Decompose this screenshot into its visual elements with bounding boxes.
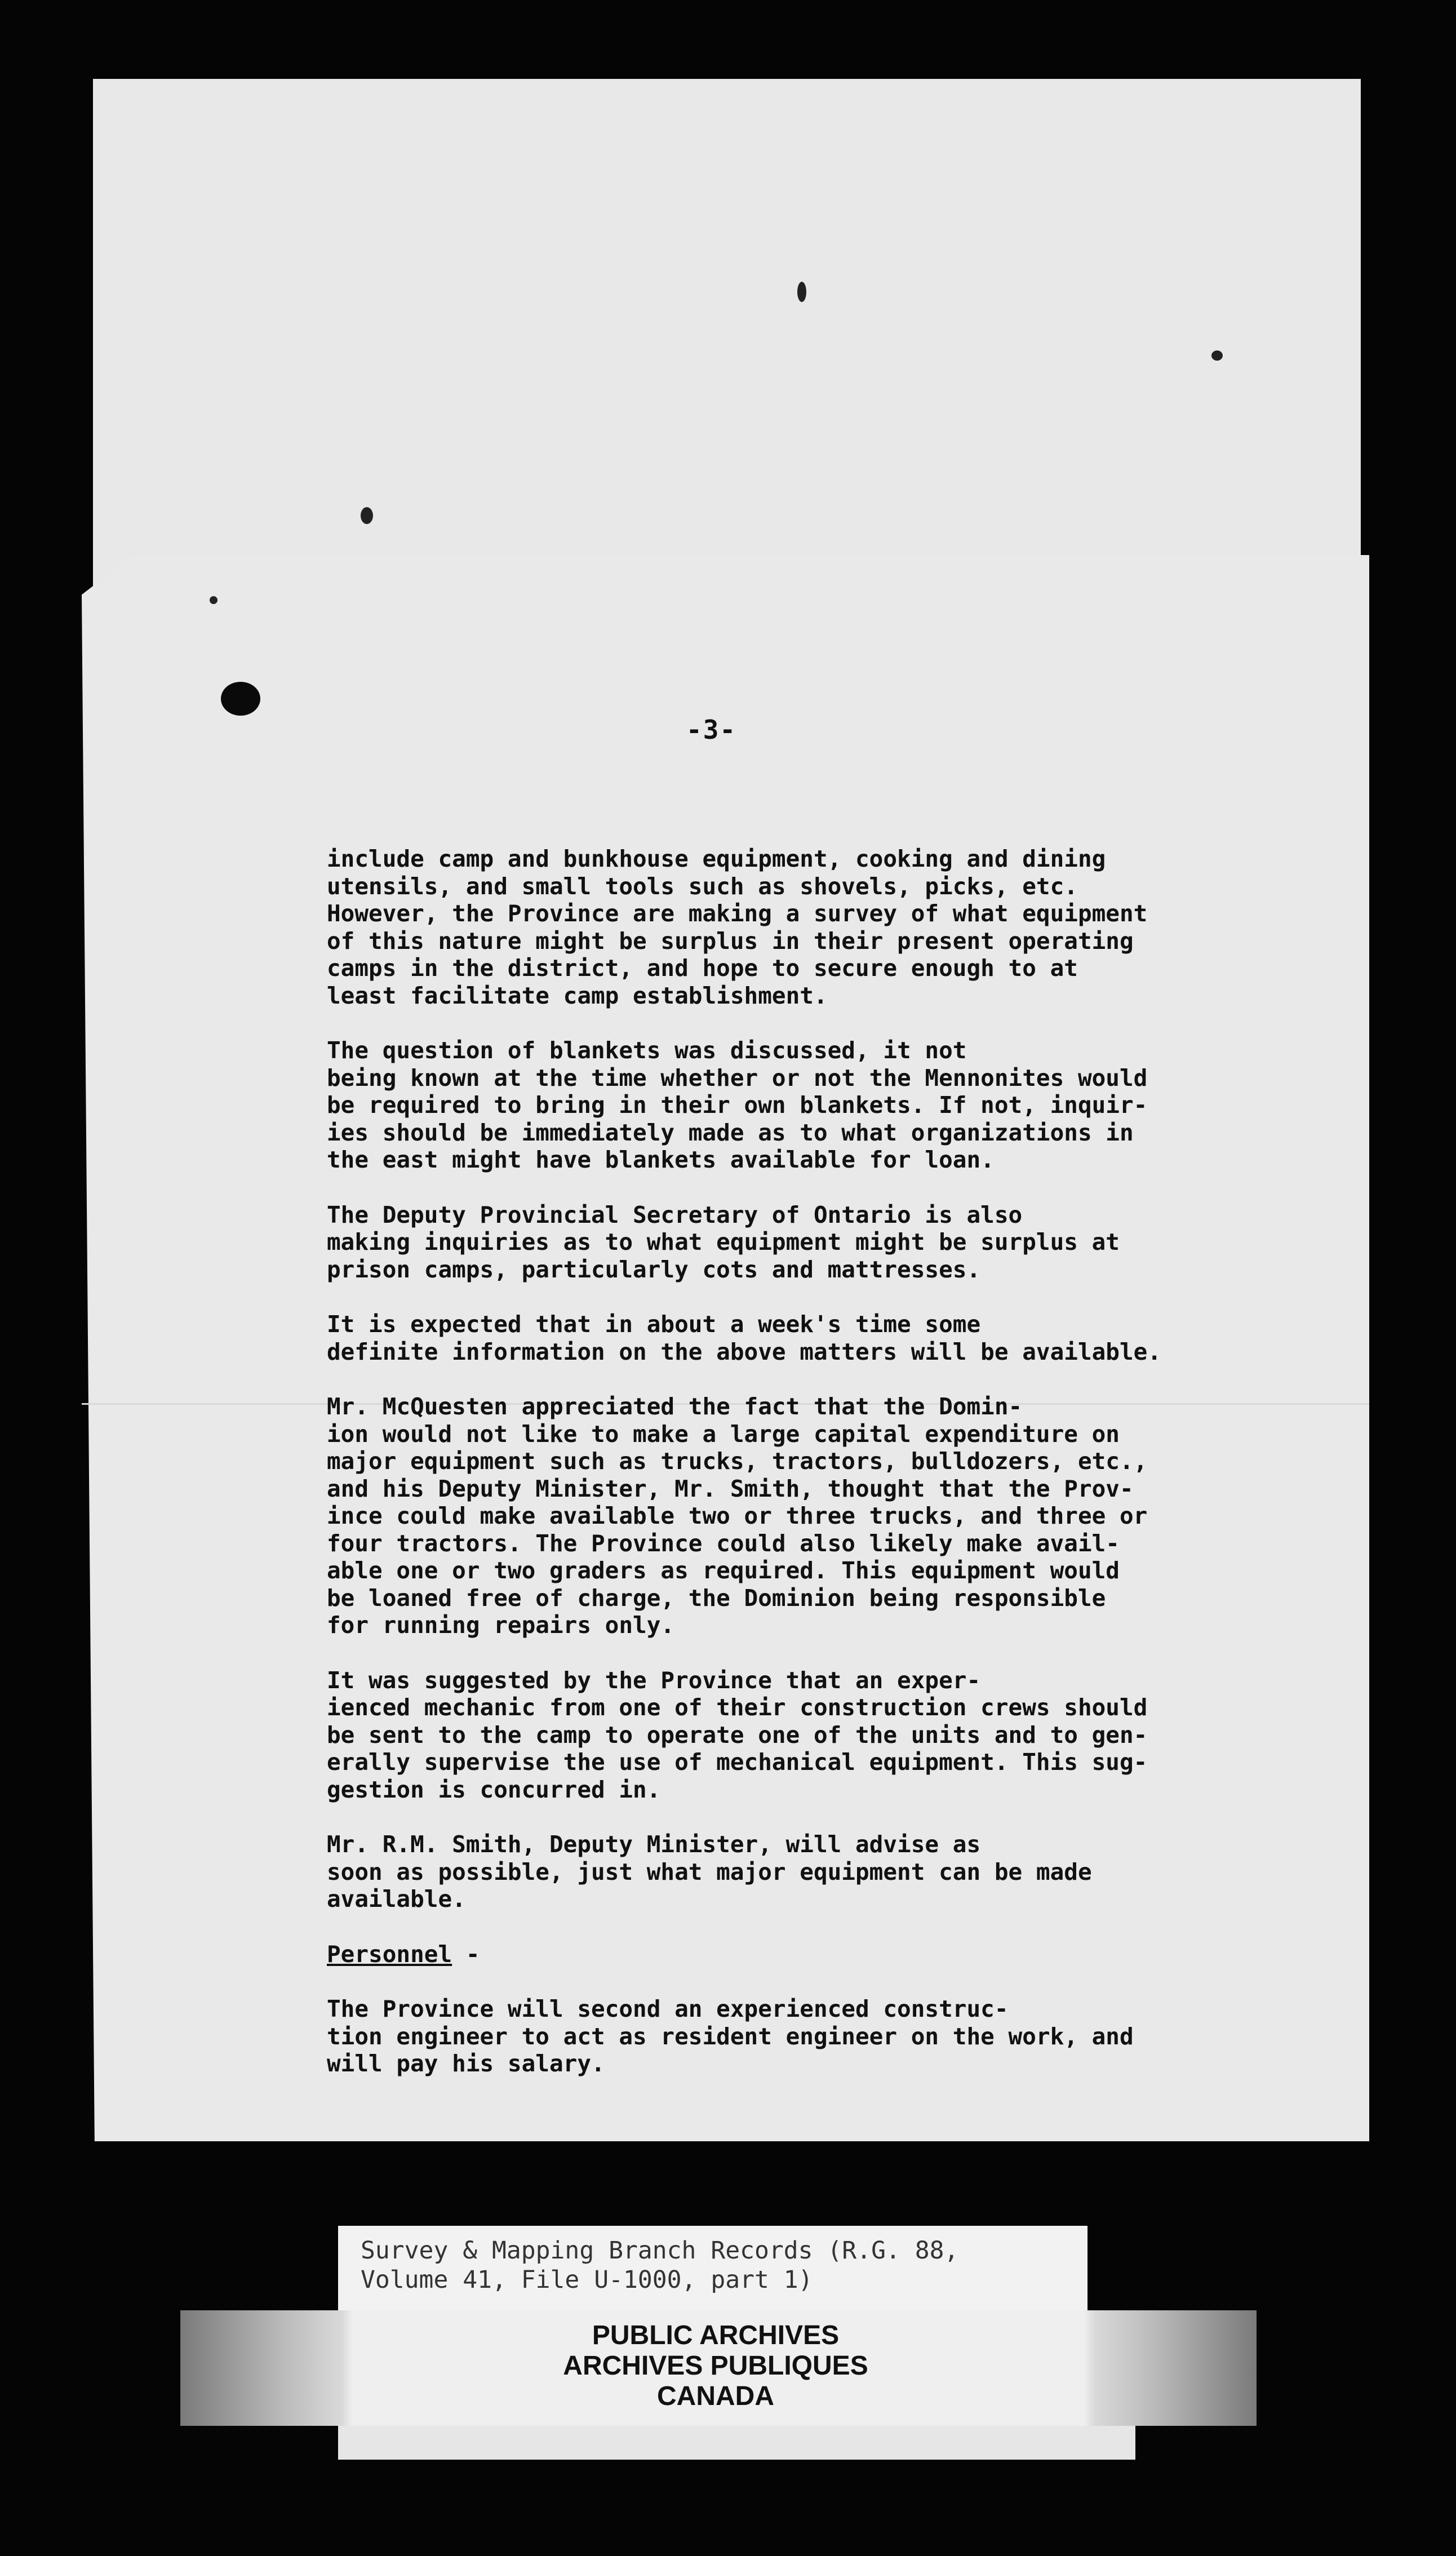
section-heading: Personnel — [327, 1940, 452, 1968]
paragraph: Mr. R.M. Smith, Deputy Minister, will advise as soon as possible, just what major equipment can be made available. — [327, 1831, 1092, 1912]
speck-mark — [210, 596, 217, 604]
speck-mark — [1211, 350, 1223, 361]
label-bottom-strip — [338, 2426, 1135, 2460]
archives-stamp — [338, 2320, 1093, 2412]
paragraph: The Deputy Provincial Secretary of Ontario is also making inquiries as to what equipment might be surplus at prison camps, particularly cots and mattresses. — [327, 1201, 1120, 1283]
stamp-line-1: PUBLIC ARCHIVES — [592, 2320, 840, 2350]
punch-hole — [221, 682, 260, 716]
section-heading-line — [327, 1941, 1296, 1968]
final-paragraph: The Province will second an experienced construc- tion engineer to act as resident engineer on the work, and will pay his salary. — [327, 1995, 1134, 2077]
stamp-line-2: ARCHIVES PUBLIQUES — [563, 2351, 868, 2381]
paragraph: Mr. McQuesten appreciated the fact that the Domin- ion would not like to make a large capital expenditure on major equipment such as trucks, tractors, bulldozers, etc., and his Deputy Minister, Mr. Smith, thought that the Prov- ince could make available two or three trucks, and three or four tractors. The Province could also likely make avail- able one or two graders as required. This equipment would be loaned free of charge, the Dominion being responsible for running repairs only. — [327, 1393, 1148, 1639]
record-line-2: Volume 41, File U-1000, part 1) — [361, 2266, 813, 2294]
document-body — [327, 845, 1296, 2105]
speck-mark — [797, 282, 806, 302]
record-line-1: Survey & Mapping Branch Records (R.G. 88, — [361, 2236, 959, 2265]
page-number: -3- — [686, 715, 737, 745]
record-label — [338, 2226, 1087, 2310]
paragraph: It is expected that in about a week's time some definite information on the above matters will be available. — [327, 1311, 1162, 1365]
speck-mark — [361, 507, 373, 524]
paragraph: The question of blankets was discussed, it not being known at the time whether or not the Mennonites would be required to bring in their own blankets. If not, inquir- ies should be immediately made as to what organizations in the east might have blankets available for loan. — [327, 1037, 1148, 1173]
section-heading-dash: - — [452, 1940, 480, 1968]
paragraph: include camp and bunkhouse equipment, cooking and dining utensils, and small tools such as shovels, picks, etc. However, the Province are making a survey of what equipment of this nature might be surplus in their present operating camps in the district, and hope to secure enough to at least facilitate camp establishment. — [327, 845, 1148, 1009]
stamp-line-3: CANADA — [657, 2381, 774, 2411]
paragraph: It was suggested by the Province that an exper- ienced mechanic from one of their construction crews should be sent to the camp to operate one of the units and to gen- erally supervise the use of mechanical equipment. This sug- gestion is concurred in. — [327, 1666, 1148, 1803]
